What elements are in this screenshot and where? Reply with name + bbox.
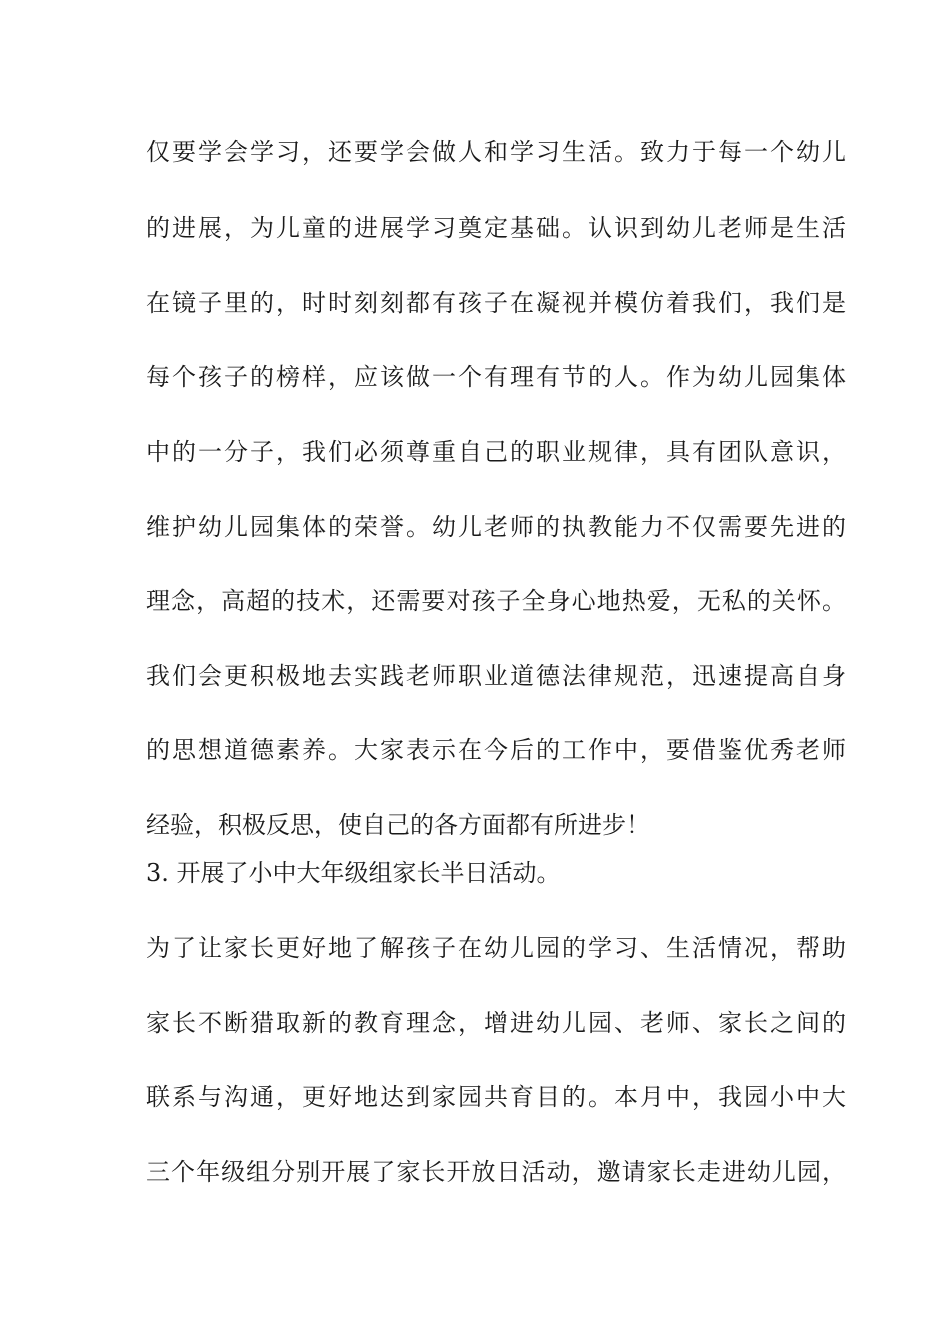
section-heading: 3. 开展了小中大年级组家长半日活动。 xyxy=(146,859,561,887)
paragraph-line: 维护幼儿园集体的荣誉。幼儿老师的执教能力不仅需要先进的 xyxy=(146,513,846,541)
paragraph-line: 三个年级组分别开展了家长开放日活动，邀请家长走进幼儿园， xyxy=(146,1158,846,1186)
paragraph-line: 我们会更积极地去实践老师职业道德法律规范，迅速提高自身 xyxy=(146,662,846,690)
paragraph-line: 理念，高超的技术，还需要对孩子全身心地热爱，无私的关怀。 xyxy=(146,587,846,615)
paragraph-line: 的进展，为儿童的进展学习奠定基础。认识到幼儿老师是生活 xyxy=(146,214,846,242)
paragraph-line: 家长不断猎取新的教育理念，增进幼儿园、老师、家长之间的 xyxy=(146,1009,846,1037)
paragraph-line: 中的一分子，我们必须尊重自己的职业规律，具有团队意识， xyxy=(146,438,846,466)
paragraph-line: 联系与沟通，更好地达到家园共育目的。本月中，我园小中大 xyxy=(146,1083,846,1111)
paragraph-line: 每个孩子的榜样，应该做一个有理有节的人。作为幼儿园集体 xyxy=(146,363,846,391)
paragraph-line: 经验，积极反思，使自己的各方面都有所进步！ xyxy=(146,811,650,839)
paragraph-line: 为了让家长更好地了解孩子在幼儿园的学习、生活情况，帮助 xyxy=(146,934,846,962)
paragraph-line: 在镜子里的，时时刻刻都有孩子在凝视并模仿着我们，我们是 xyxy=(146,289,846,317)
paragraph-line: 仅要学会学习，还要学会做人和学习生活。致力于每一个幼儿 xyxy=(146,138,846,166)
paragraph-line: 的思想道德素养。大家表示在今后的工作中，要借鉴优秀老师 xyxy=(146,736,846,764)
